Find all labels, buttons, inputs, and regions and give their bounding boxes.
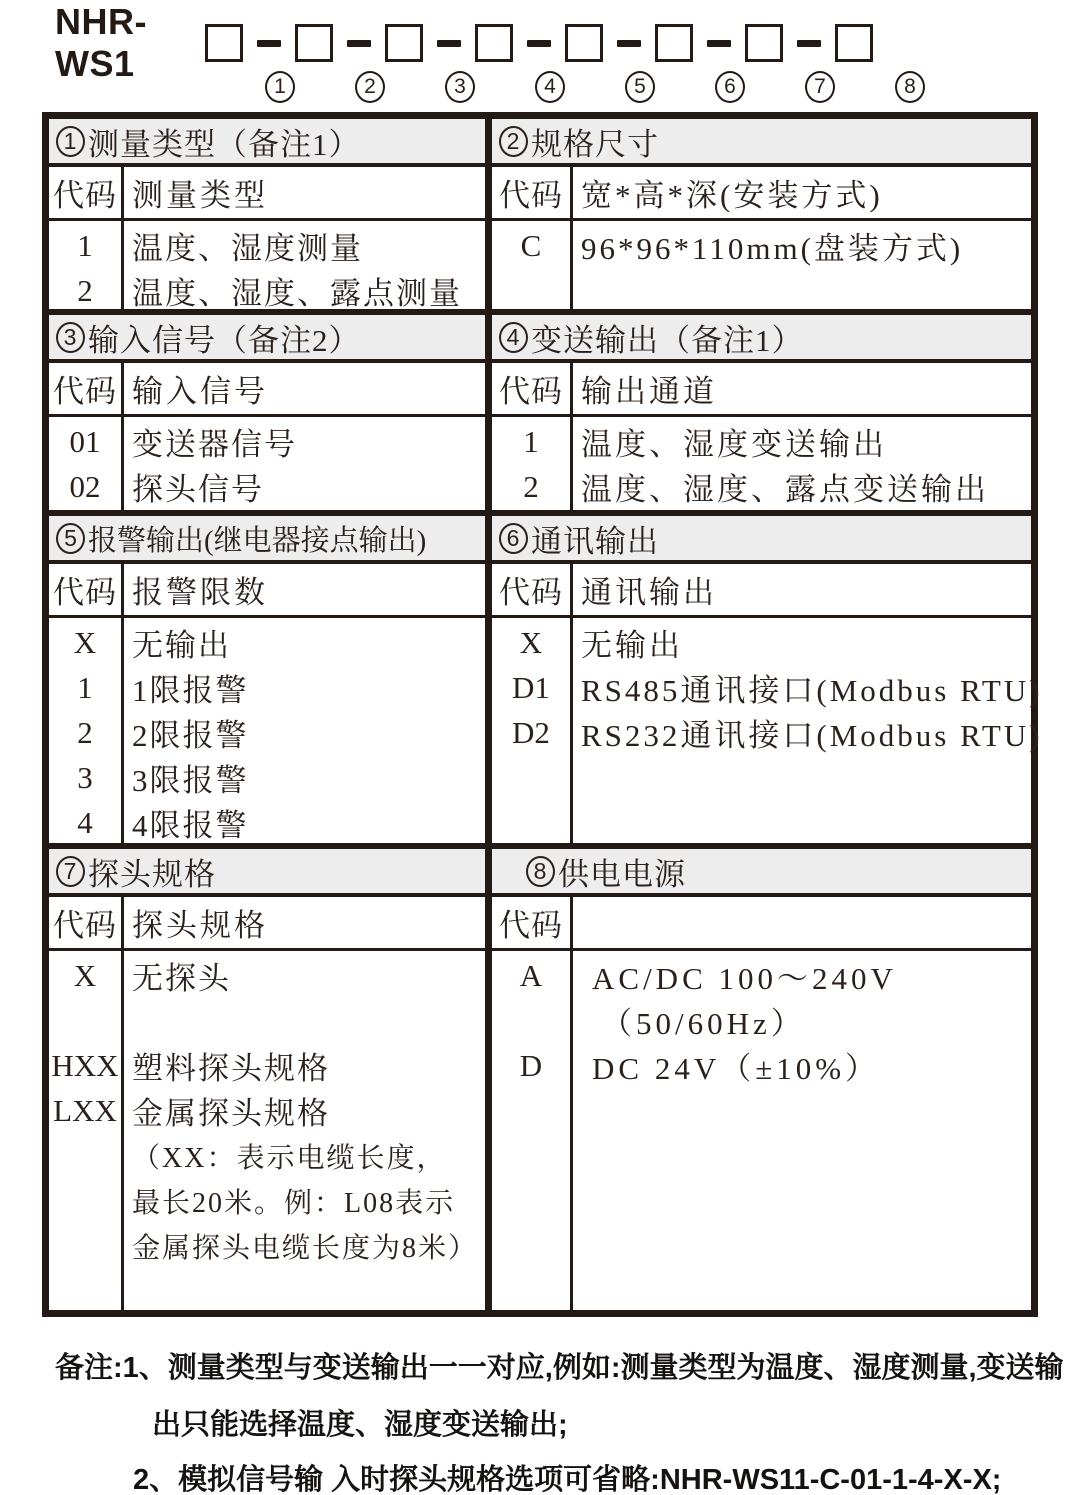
- col-header-label: 报警限数: [132, 575, 268, 610]
- model-code-box-4: [475, 24, 513, 62]
- dash-separator: [783, 40, 835, 47]
- dash-separator: [423, 40, 475, 47]
- section-number-icon: 1: [56, 126, 85, 157]
- section-number-icon: 8: [526, 856, 555, 887]
- section-body: [492, 417, 1031, 510]
- section-number-icon: 7: [56, 856, 85, 887]
- section-title-text: 通讯输出: [531, 523, 659, 559]
- code-cell: LXX: [53, 1092, 117, 1128]
- section-title: [49, 849, 485, 897]
- section-body: [492, 618, 1043, 843]
- code-cell: A: [519, 957, 543, 993]
- model-code-box-1: [205, 24, 243, 62]
- code-cell: X: [73, 624, 97, 660]
- section-header: [492, 363, 1031, 417]
- section-title: [492, 315, 1031, 363]
- position-marker-8: 8: [895, 71, 925, 103]
- dash-separator: [243, 40, 295, 47]
- section-body: [49, 618, 485, 843]
- section-header: [49, 564, 485, 618]
- code-cell: 2: [77, 714, 93, 750]
- code-cell-spacer: [492, 998, 570, 1043]
- col-header-label: 通讯输出: [581, 575, 717, 610]
- section-number-icon: 6: [499, 523, 528, 554]
- footnote-line-2: 出只能选择温度、湿度变送输出;: [152, 1409, 568, 1441]
- section-title: [49, 119, 485, 167]
- section-title-text: 变送输出（备注1）: [531, 322, 804, 358]
- position-marker-3: 3: [445, 71, 475, 103]
- value-cell: 4限报警: [132, 808, 249, 843]
- section-header: [492, 564, 1031, 618]
- col-header-code: 代码: [49, 897, 124, 948]
- col-header-code: 代码: [492, 897, 573, 948]
- col-header-code: 代码: [492, 167, 573, 218]
- code-cell: 2: [523, 468, 539, 504]
- value-cell: 探头信号: [132, 472, 264, 507]
- model-code-area: [55, 1, 1080, 103]
- model-code-box-6: [655, 24, 693, 62]
- code-cell: 1: [77, 227, 93, 263]
- section-title-text: 供电电源: [558, 856, 686, 892]
- value-cell: AC/DC 100～240V: [592, 961, 897, 996]
- section-input-signal: [49, 315, 492, 516]
- position-marker-5: 5: [625, 71, 655, 103]
- footnote-line-1: 备注:1、测量类型与变送输出一一对应,例如:测量类型为温度、湿度测量,变送输: [55, 1352, 1064, 1384]
- code-cell: 3: [77, 759, 93, 795]
- value-cell: 无输出: [581, 628, 683, 663]
- value-cell: 温度、湿度测量: [132, 231, 363, 266]
- section-power-supply: [492, 849, 1031, 1310]
- section-title: [492, 849, 1031, 897]
- value-cell: 无探头: [132, 961, 231, 996]
- section-comm-output: [492, 516, 1043, 849]
- section-title-text: 报警输出(继电器接点输出): [88, 524, 427, 557]
- code-cell: D1: [512, 669, 550, 705]
- position-marker-1: 1: [265, 71, 295, 103]
- model-code-line: [55, 1, 1080, 84]
- section-header: [49, 363, 485, 417]
- section-title: [492, 119, 1031, 167]
- section-body: [492, 951, 1031, 1310]
- model-code-box-7: [745, 24, 783, 62]
- section-title-text: 规格尺寸: [531, 126, 659, 162]
- model-code-box-8: [835, 24, 873, 62]
- col-header-code: 代码: [49, 564, 124, 615]
- col-header-label: 探头规格: [132, 908, 268, 943]
- section-number-icon: 5: [56, 523, 85, 554]
- code-cell: 4: [77, 804, 93, 840]
- probe-note-line: 金属探头电缆长度为8米）: [132, 1232, 479, 1264]
- value-cell: 变送器信号: [132, 427, 297, 462]
- col-header-label: 输出通道: [581, 374, 717, 409]
- model-prefix: NHR-WS1: [55, 1, 147, 84]
- value-cell: 金属探头规格: [132, 1096, 330, 1131]
- value-cell: RS485通讯接口(Modbus RTU): [581, 673, 1043, 708]
- position-marker-6: 6: [715, 71, 745, 103]
- section-body: [49, 221, 485, 309]
- value-cell: DC 24V（±10%）: [592, 1051, 881, 1086]
- value-cell: 温度、湿度、露点测量: [132, 276, 462, 311]
- col-header-code: 代码: [492, 564, 573, 615]
- section-header: [492, 167, 1031, 221]
- section-header: [49, 167, 485, 221]
- value-cell: 96*96*110mm(盘装方式): [581, 231, 964, 266]
- model-code-box-5: [565, 24, 603, 62]
- section-transmit-output: [492, 315, 1031, 516]
- section-body: [49, 417, 485, 510]
- footnote-line-3: 2、模拟信号输 入时探头规格选项可省略:NHR-WS11-C-01-1-4-X-X;: [133, 1464, 1002, 1495]
- model-code-box-3: [385, 24, 423, 62]
- code-cell: X: [519, 624, 543, 660]
- section-title: [492, 516, 1031, 564]
- code-cell: HXX: [51, 1047, 119, 1083]
- section-body: [49, 951, 485, 1310]
- section-size-spec: [492, 119, 1031, 315]
- value-cell-continued: （50/60Hz）: [601, 1006, 806, 1041]
- value-cell: RS232通讯接口(Modbus RTU): [581, 718, 1043, 753]
- footnotes: [55, 1345, 1080, 1495]
- section-header: [49, 897, 485, 951]
- value-cell: 2限报警: [132, 718, 249, 753]
- position-marker-2: 2: [355, 71, 385, 103]
- section-measure-type: [49, 119, 492, 315]
- code-cell: D2: [512, 714, 550, 750]
- value-cell: 1限报警: [132, 673, 249, 708]
- section-title: [49, 516, 485, 564]
- probe-note-line: 最长20米。例：L08表示: [132, 1187, 456, 1219]
- section-probe-spec: [49, 849, 492, 1310]
- value-cell: 温度、湿度、露点变送输出: [581, 472, 989, 507]
- position-markers-row: [260, 71, 1080, 103]
- code-cell: 2: [77, 272, 93, 308]
- section-title: [49, 315, 485, 363]
- value-cell: 无输出: [132, 628, 231, 663]
- col-header-label: 输入信号: [132, 374, 268, 409]
- col-header-code: 代码: [492, 363, 573, 414]
- col-header-code: 代码: [49, 363, 124, 414]
- section-alarm-output: [49, 516, 492, 849]
- spec-table: [42, 112, 1043, 1317]
- section-header: [492, 897, 1031, 951]
- code-cell: 02: [69, 468, 101, 504]
- dash-separator: [333, 40, 385, 47]
- section-number-icon: 4: [499, 322, 528, 353]
- col-header-label: 测量类型: [132, 178, 268, 213]
- dash-separator: [603, 40, 655, 47]
- code-cell: 1: [77, 669, 93, 705]
- section-title-text: 探头规格: [88, 856, 216, 892]
- section-title-text: 测量类型（备注1）: [88, 126, 361, 162]
- code-cell: D: [519, 1047, 543, 1083]
- model-code-box-2: [295, 24, 333, 62]
- section-number-icon: 2: [499, 126, 528, 157]
- probe-note-line: （XX：表示电缆长度，: [132, 1142, 447, 1174]
- dash-separator: [513, 40, 565, 47]
- value-cell: 温度、湿度变送输出: [581, 427, 887, 462]
- code-cell: X: [73, 957, 97, 993]
- position-marker-7: 7: [805, 71, 835, 103]
- value-cell: 塑料探头规格: [132, 1051, 330, 1086]
- position-marker-4: 4: [535, 71, 565, 103]
- col-header-label: 宽*高*深(安装方式): [581, 178, 883, 213]
- section-number-icon: 3: [56, 322, 85, 353]
- code-cell: C: [520, 227, 542, 263]
- col-header-code: 代码: [49, 167, 124, 218]
- col-header-label: [573, 897, 1031, 948]
- code-cell: 1: [523, 423, 539, 459]
- section-title-text: 输入信号（备注2）: [88, 322, 361, 358]
- dash-separator: [693, 40, 745, 47]
- value-cell: 3限报警: [132, 763, 249, 798]
- code-cell: 01: [69, 423, 101, 459]
- section-body: [492, 221, 1031, 309]
